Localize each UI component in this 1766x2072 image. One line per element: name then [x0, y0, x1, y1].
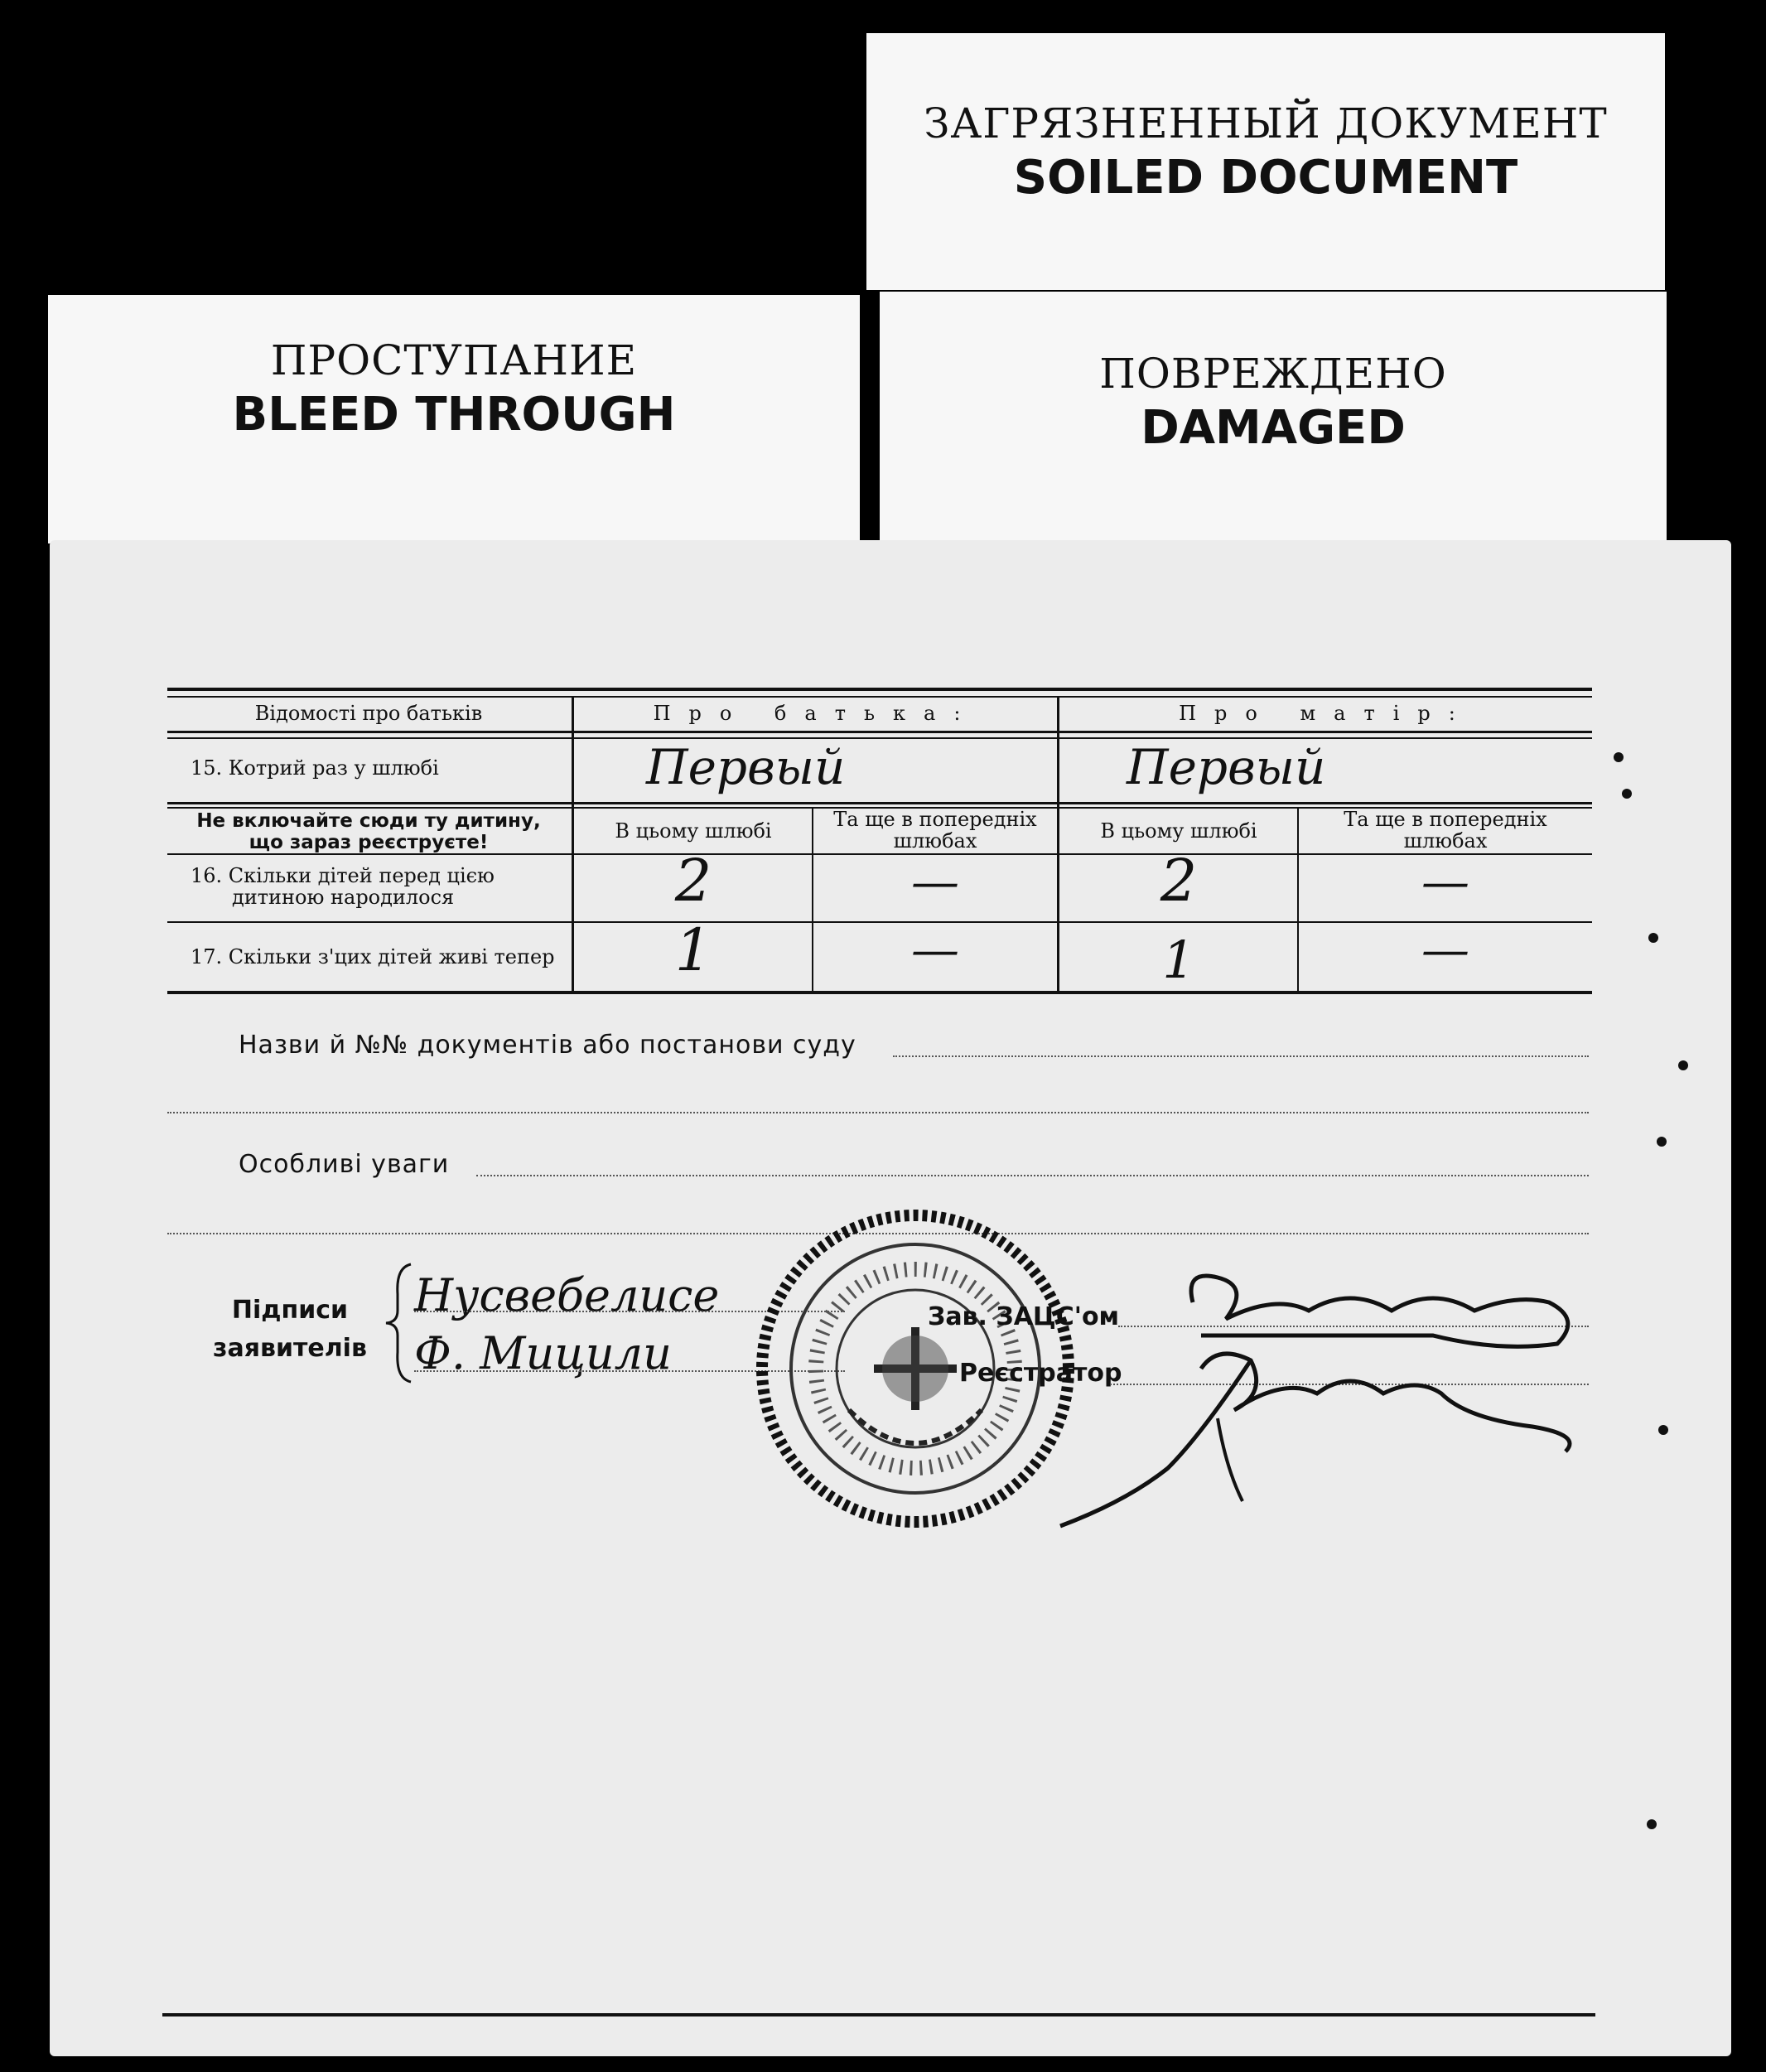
special-notes-label: Особливі уваги	[239, 1150, 450, 1179]
row17-mother-prev: —	[1421, 921, 1469, 978]
row16-label-2: дитиною народилося	[232, 886, 455, 909]
row16-mother-prev: —	[1421, 853, 1469, 910]
father-this-marriage-header: В цьому шлюбі	[615, 819, 772, 843]
row17-father-this: 1	[674, 916, 712, 984]
punch-hole	[1658, 1425, 1668, 1435]
row16-mother-this: 2	[1160, 847, 1198, 915]
applicant-signature-1: Нусвебелисе	[414, 1269, 720, 1321]
table-bottom-rule	[167, 991, 1592, 994]
mother-prev-marriage-header-1: Та ще в попередніх	[1344, 808, 1547, 831]
soiled-document-ru: ЗАГРЯЗНЕННЫЙ ДОКУМЕНТ	[924, 99, 1608, 147]
father-prev-marriage-header-2: шлюбах	[893, 829, 977, 852]
bleed-through-en: BLEED THROUGH	[232, 388, 676, 442]
document-sheet	[50, 540, 1731, 2056]
mother-prev-marriage-header-2: шлюбах	[1403, 829, 1488, 852]
signatures-brace-icon	[381, 1261, 414, 1385]
table-header-rule-2	[167, 737, 1592, 739]
header-mother: Про матір:	[1179, 702, 1474, 725]
row16-father-this: 2	[674, 847, 712, 915]
row17-father-prev: —	[911, 921, 959, 978]
damaged-en: DAMAGED	[1141, 401, 1406, 455]
row17-mother-this: 1	[1162, 930, 1195, 990]
applicant-signature-2: Ф. Мицили	[414, 1327, 672, 1379]
table-row15-rule	[167, 802, 1592, 804]
special-notes-line	[476, 1175, 1589, 1176]
row16-father-prev: —	[911, 853, 959, 910]
table-divider	[1297, 809, 1299, 993]
documents-field-line	[893, 1055, 1589, 1057]
table-divider	[812, 809, 813, 993]
table-top-rule	[167, 688, 1592, 691]
row15-father-value: Первый	[646, 739, 846, 795]
mother-this-marriage-header: В цьому шлюбі	[1100, 819, 1257, 843]
table-divider	[572, 698, 574, 993]
table-top-rule-2	[167, 696, 1592, 698]
row16-label-1: 16. Скільки дітей перед цією	[191, 864, 495, 887]
note-line2: що зараз реєструєте!	[248, 832, 489, 853]
damaged-ru: ПОВРЕЖДЕНО	[1099, 350, 1447, 398]
row15-label: 15. Котрий раз у шлюбі	[191, 756, 439, 780]
header-father: Про батька:	[653, 702, 979, 725]
punch-hole	[1648, 933, 1658, 943]
punch-hole	[1678, 1060, 1688, 1070]
official-signatures-icon	[1002, 1253, 1599, 1534]
signatures-label-1: Підписи	[231, 1296, 349, 1325]
soiled-document-en: SOILED DOCUMENT	[1013, 151, 1518, 205]
father-prev-marriage-header-1: Та ще в попередніх	[833, 808, 1037, 831]
header-parents-info: Відомості про батьків	[254, 702, 483, 725]
punch-hole	[1647, 1819, 1657, 1829]
table-divider	[1057, 698, 1059, 993]
documents-field-line-2	[167, 1112, 1589, 1113]
punch-hole	[1622, 789, 1632, 799]
head-of-registry-label: Зав. ЗАЦС'ом	[928, 1302, 1120, 1331]
soiled-document-label	[866, 33, 1665, 290]
bleed-through-ru: ПРОСТУПАНИЕ	[270, 336, 638, 384]
table-header-rule	[167, 731, 1592, 733]
registrar-label: Реєстратор	[959, 1359, 1122, 1388]
punch-hole	[1614, 752, 1624, 762]
note-line1: Не включайте сюди ту дитину,	[196, 810, 541, 832]
bleed-through-label	[48, 295, 860, 543]
row17-label: 17. Скільки з'цих дітей живі тепер	[191, 945, 555, 968]
damaged-label	[880, 292, 1667, 540]
row15-mother-value: Первый	[1127, 739, 1326, 795]
punch-hole	[1657, 1137, 1667, 1147]
documents-field-label: Назви й №№ документів або постанови суду	[239, 1031, 856, 1060]
sheet-bottom-rule	[162, 2013, 1595, 2016]
signatures-label-2: заявителів	[213, 1334, 367, 1363]
